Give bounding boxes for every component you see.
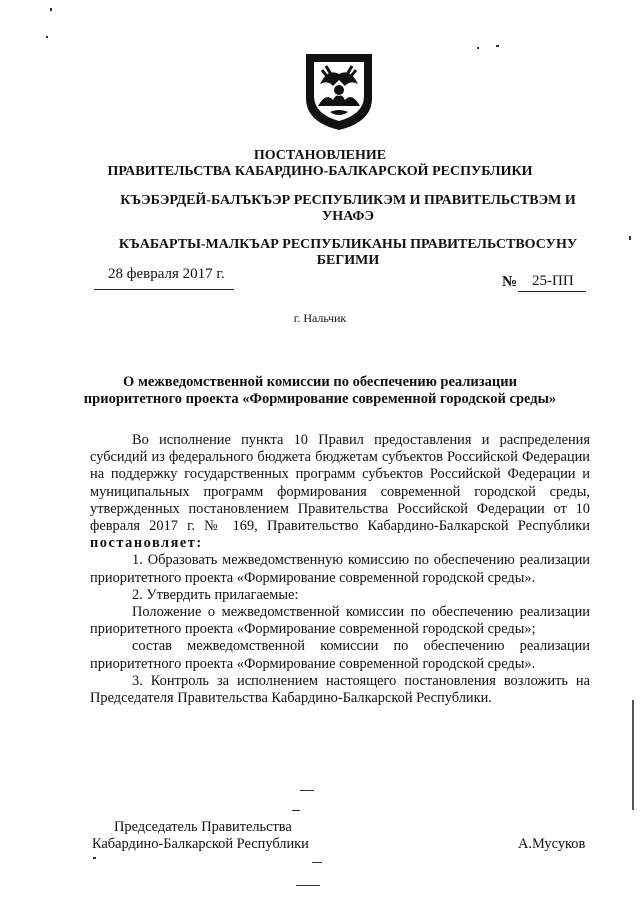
scan-speck — [300, 790, 314, 791]
document-type-title: ПОСТАНОВЛЕНИЕ — [253, 148, 387, 163]
scan-speck — [312, 862, 322, 863]
scan-speck — [46, 36, 48, 38]
preamble-text: Во исполнение пункта 10 Правил предоставления и распределения субсидий из федерального бюджета бюджетам субъектов Российской Федерации на поддержку государственных программ субъектов Российской Федерации и муниципальных программ формирования современной городской среды, утвержденных постановлением Правительства Российской Федерации от 10 февраля 2017 г. № 169, Правительство Кабардино-Балкарской Республики — [90, 432, 590, 535]
item-2a: Положение о межведомственной комиссии по обеспечению реализации приоритетного проекта «Формирование современной городской среды»; — [90, 604, 590, 638]
signatory-name: А.Мусуков — [518, 836, 586, 852]
document-body — [90, 432, 590, 707]
coat-of-arms-emblem — [300, 50, 378, 132]
signatory-position-line1: Председатель Правительства — [114, 819, 292, 835]
signatory-position-line2: Кабардино-Балкарской Республики — [92, 836, 309, 852]
preamble-paragraph — [90, 432, 590, 552]
scan-speck — [292, 810, 300, 811]
government-name-kabardian-line2: УНАФЭ — [322, 209, 374, 224]
city-name: г. Нальчик — [293, 311, 347, 325]
government-name-balkar-line2: БЕГИМИ — [316, 253, 380, 268]
subject-line1: О межведомственной комиссии по обеспечению реализации — [123, 374, 517, 390]
government-name-kabardian-line1: КЪЭБЭРДЕЙ-БАЛЪКЪЭР РЕСПУБЛИКЭМ И ПРАВИТЕЛЬСТВЭМ И — [120, 193, 576, 208]
scan-edge-mark — [632, 700, 634, 810]
scan-speck — [477, 47, 479, 49]
item-3: 3. Контроль за исполнением настоящего постановления возложить на Председателя Правительства Кабардино-Балкарской Республики. — [90, 672, 590, 707]
scan-speck — [50, 8, 52, 11]
document-date: 28 февраля 2017 г. — [108, 266, 225, 282]
document-number: 25-ПП — [532, 273, 574, 289]
scan-speck — [296, 885, 320, 886]
government-name-balkar-line1: КЪАБАРТЫ-МАЛКЪАР РЕСПУБЛИКАНЫ ПРАВИТЕЛЬСТВОСУНУ — [118, 237, 578, 252]
number-prefix: № — [502, 274, 518, 290]
item-1: 1. Образовать межведомственную комиссию по обеспечению реализации приоритетного проекта «Формирование современной городской среды». — [90, 552, 590, 586]
item-2b: состав межведомственной комиссии по обеспечению реализации приоритетного проекта «Формирование современной городской среды». — [90, 638, 590, 672]
scan-speck — [93, 857, 96, 859]
item-2: 2. Утвердить прилагаемые: — [132, 586, 299, 603]
scan-speck — [629, 236, 631, 240]
subject-line2: приоритетного проекта «Формирование современной городской среды» — [83, 391, 557, 407]
decree-word: постановляет: — [90, 535, 203, 552]
scan-speck — [496, 45, 499, 47]
date-underline — [94, 289, 234, 290]
number-underline — [518, 291, 586, 292]
government-name-ru: ПРАВИТЕЛЬСТВА КАБАРДИНО-БАЛКАРСКОЙ РЕСПУБЛИКИ — [107, 164, 533, 179]
